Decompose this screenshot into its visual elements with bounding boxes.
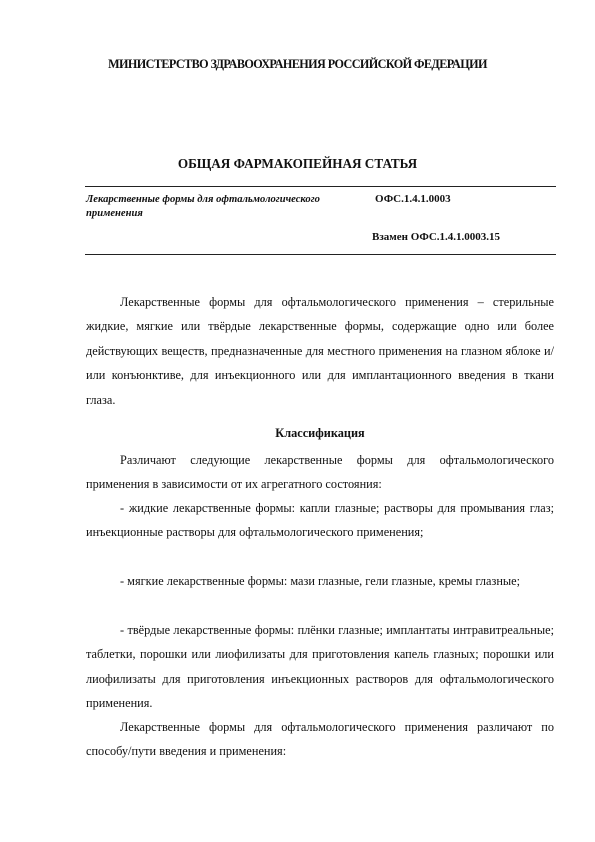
article-name: Лекарственные формы для офтальмологического применения (86, 194, 320, 219)
classification-intro: Различают следующие лекарственные формы для офтальмологического применения в зависимости от их агрегатного состояния: (86, 453, 554, 492)
list-item-solid: - твёрдые лекарственные формы: плёнки глазные; имплантаты интравитреальные; таблетки, порошки или лиофилизаты для приготовления капель глазных; порошки или лиофилизаты для приготовления инъекционных растворов для офтальмологического применения. (86, 623, 554, 711)
list-item-soft: - мягкие лекарственные формы: мази глазные, гели глазные, кремы глазные; (120, 574, 521, 588)
header-divider-top (85, 186, 556, 187)
document-type-title: ОБЩАЯ ФАРМАКОПЕЙНАЯ СТАТЬЯ (177, 156, 418, 171)
classification-heading: Классификация (275, 426, 365, 440)
header-divider-bottom (85, 254, 556, 255)
ministry-name: МИНИСТЕРСТВО ЗДРАВООХРАНЕНИЯ РОССИЙСКОЙ ФЕДЕРАЦИИ (108, 57, 487, 71)
replaces-code: Взамен ОФС.1.4.1.0003.15 (372, 231, 501, 243)
article-code: ОФС.1.4.1.0003 (375, 193, 451, 205)
list-item-liquid: - жидкие лекарственные формы: капли глазные; растворы для промывания глаз; инъекционные растворы для офтальмологического применения; (86, 501, 554, 540)
closing-paragraph: Лекарственные формы для офтальмологического применения различают по способу/пути введения и применения: (86, 720, 554, 759)
intro-paragraph: Лекарственные формы для офтальмологического применения – стерильные жидкие, мягкие или твёрдые лекарственные формы, содержащие одно или более действующих веществ, предназначенные для местного применения на глазном яблоке и/или конъюнктиве, для инъекционного или для имплантационного введения в ткани глаза. (86, 295, 554, 407)
